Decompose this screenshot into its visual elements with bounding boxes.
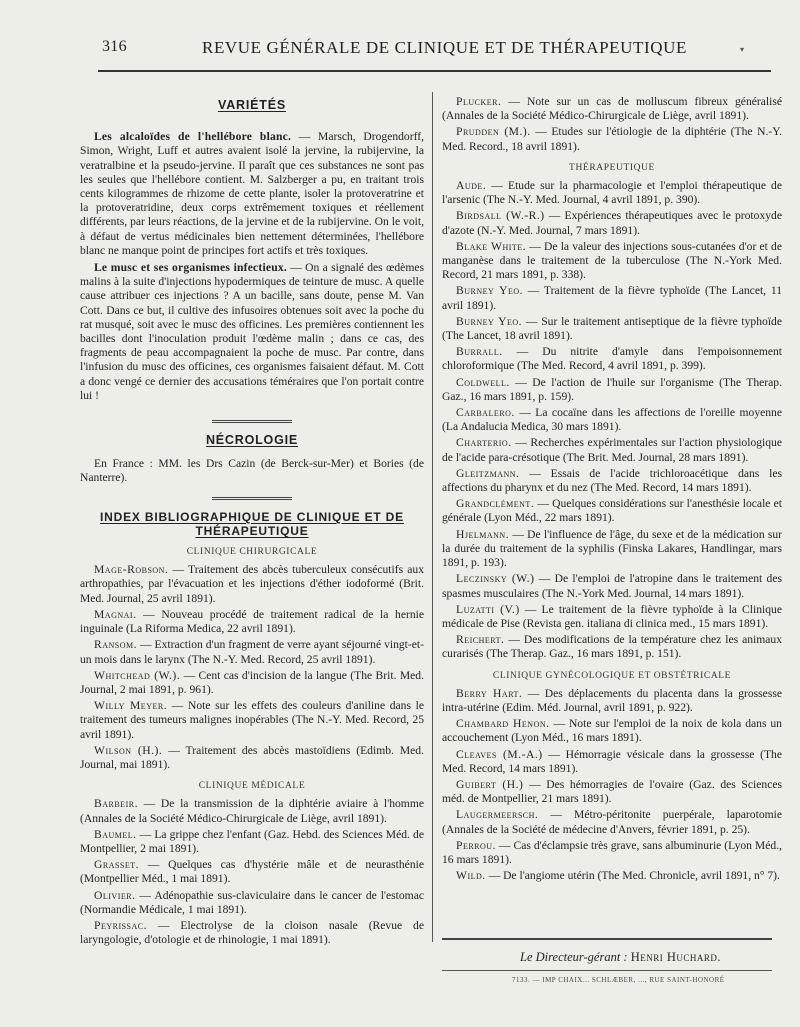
chirurgicale-list [80,563,424,772]
bib-entry: Reichert. — Des modifications de la température chez les animaux curarisés (The Therap. Gaz., 16 mars 1891, p. 151). [442,633,782,661]
bib-entry: Burrall. — Du nitrite d'amyle dans l'empoisonnement chloroformique (The Med. Record, 4 avril 1891, p. 399). [442,345,782,373]
running-header [92,38,772,60]
bib-entry: Chambard Henon. — Note sur l'emploi de la noix de kola dans un accouchement (Lyon Méd., 16 mars 1891). [442,717,782,745]
subsection-heading: THÉRAPEUTIQUE [569,162,655,173]
runin-heading: Les alcaloïdes de l'hellébore blanc. [94,130,292,144]
bib-entry: Barbeir. — De la transmission de la diphtérie aviaire à l'homme (Annales de la Société Médico-Chirurgicale de Liège, avril 1891). [80,797,424,825]
varietes-title: VARIÉTÉS [218,98,286,112]
bib-entry: Willy Meyer. — Note sur les effets des couleurs d'aniline dans le traitement des tumeurs malignes inopérables (The N.-Y. Med. Record, 25 avril 1891). [80,699,424,741]
bib-entry: Grasset. — Quelques cas d'hystérie mâle et de neurasthénie (Montpellier Méd., 1 mai 1891). [80,858,424,886]
necrologie-title: NÉCROLOGIE [205,433,299,448]
bib-entry: Charterio. — Recherches expérimentales sur l'action physiologique de l'acide para-crésotique (The Brit. Med. Journal, 28 mars 1891). [442,436,782,464]
column-separator [432,92,433,942]
footer-rule [442,938,772,940]
bib-entry: Baumel. — La grippe chez l'enfant (Gaz. Hebd. des Sciences Méd. de Montpellier, 2 mai 1891). [80,827,424,855]
director-line [520,950,721,965]
bib-entry: Hjelmann. — De l'influence de l'âge, du sexe et de la médication sur la durée du traitement de la syphilis (Finska Lakares, Handlingar, mars 1891, p. 193). [442,527,782,570]
page-number: 316 [102,38,127,55]
director-label: Le Directeur-gérant : [520,950,628,964]
director-name: Henri Huchard. [630,950,722,964]
bib-entry: Peyrissac. — Electrolyse de la cloison nasale (Revue de laryngologie, d'otologie et de rhinologie, 1 mai 1891). [80,918,424,947]
bib-entry: Birdsall (W.-R.) — Expériences thérapeutiques avec le protoxyde d'azote (N.-Y. Med. Journal, 7 mars 1891). [442,209,782,237]
bib-entry: Ransom. — Extraction d'un fragment de verre ayant séjourné vingt-et-un mois dans le larynx (The N.-Y. Med. Record, 25 avril 1891). [80,638,424,666]
printer-imprint: 7133. — IMP CHAIX... SCHLÆBER, ..., RUE SAINT-HONORÉ [512,976,725,984]
bib-entry: Mage-Robson. — Traitement des abcès tuberculeux consécutifs aux arthropathies, par l'évacuation et les injections d'éther iodoformé (Brit. Med. Journal, 25 avril 1891). [80,563,424,605]
bib-entry: Grandclément. — Quelques considérations sur l'anesthésie locale et générale (Lyon Méd., 22 mars 1891). [442,497,782,525]
bib-entry: Aude. — Etude sur la pharmacologie et l'emploi thérapeutique de l'arsenic (The N.-Y. Med. Journal, 4 avril 1891, p. 390). [442,179,782,207]
bib-entry: Guibert (H.) — Des hémorragies de l'ovaire (Gaz. des Sciences méd. de Montpellier, 21 mars 1891). [442,777,782,806]
bib-entry: Coldwell. — De l'action de l'huile sur l'organisme (The Therap. Gaz., 16 mars 1891, p. 159). [442,375,782,403]
bib-entry: Plucker. — Note sur un cas de molluscum fibreux généralisé (Annales de la Société Médico-Chirurgicale de Liège, avril 1891). [442,95,782,123]
corner-mark: ▾ [740,45,745,54]
bib-entry: Laugermeersch. — Métro-péritonite puerpérale, laparotomie (Annales de la Société de médecine d'Anvers, février 1891, p. 25). [442,808,782,836]
bib-entry: Leczinsky (W.) — De l'emploi de l'atropine dans le traitement des spasmes musculaires (The N.-York Med. Journal, 14 mars 1891). [442,572,782,600]
bib-entry: Magnai. — Nouveau procédé de traitement radical de la hernie inguinale (La Riforma Medica, 22 avril 1891). [80,607,424,636]
medicale-list [80,797,424,947]
bib-entry: Wilson (H.). — Traitement des abcès mastoïdiens (Edimb. Med. Journal, mai 1891). [80,743,424,771]
subsection-heading: CLINIQUE MÉDICALE [198,781,306,792]
gyneco-list [442,687,782,884]
header-rule [98,70,771,72]
bib-entry: Luzatti (V.) — Le traitement de la fièvre typhoïde à la Clinique médicale de Pise (Revista gen. italiana di clinica med., 15 mars 1891). [442,602,782,630]
varietes-paragraph-1: Les alcaloïdes de l'hellébore blanc. — Marsch, Drogendorff, Simon, Wright, Luff et autres avaient isolé la jervine, la rubijervine, la veratralbine et la pseudo-jervine. Il paraît que ces substances ne sont pas les seules que l'hellébore contient. M. Salzberger a pu, en traitant trois cents kilogrammes de rhizome de cette plante, isoler la protoveratrine et la protoveratridine, deux corps extrêmement toxiques et réellement différents, par leurs réactions, de la jervine et de la rubijervine. On le voit, à défaut de vertus médicinales bien nettement déterminées, l'hellébore blanc ne manque point de principes fort actifs et très toxiques. [80,130,425,257]
bib-entry: Berry Hart. — Des déplacements du placenta dans la grossesse intra-utérine (Edim. Méd. Journal, avril 1891, p. 922). [442,686,782,714]
necrologie-text: En France : MM. les Drs Cazin (de Berck-sur-Mer) et Bories (de Nanterre). [80,457,424,485]
bib-entry: Whitchead (W.). — Cent cas d'incision de la langue (The Brit. Med. Journal, 2 mai 1891, p. 961). [80,668,424,696]
bib-entry: Cleaves (M.-A.) — Hémorragie vésicale dans la grossesse (The Med. Record, 14 mars 1891). [442,747,783,775]
varietes-paragraph-2: Le musc et ses organismes infectieux. — On a signalé des œdèmes malins à la suite d'injections hypodermiques de teinture de musc. A quelle cause attribuer ces injections ? A un bacille, sans doute, pense M. Van Cott. Dans ce but, il cultive des infusoires obtenues soit avec la poche du rat musqué, soit avec le musc des officines. Les premières contiennent les bacilles dont l'inoculation produit l'œdème malin ; dans ce cas, des fragments de peau accompagnaient la poche de musc. Par contre, dans l'infusion du musc des officines, ces organismes faisaient défaut. M. Cott a donc vengé ce dernier des accusations téméraires que l'on portait contre lui ! [80,261,424,402]
section-ornament [212,420,292,423]
bib-entry: Burney Yeo. — Traitement de la fièvre typhoïde (The Lancet, 11 avril 1891). [442,284,782,312]
bib-entry: Blake White. — De la valeur des injections sous-cutanées d'or et de manganèse dans le traitement de la tuberculose (The N.-York Med. Record, 21 mars 1891, p. 338). [442,239,782,282]
subsection-heading: CLINIQUE GYNÉCOLOGIQUE ET OBSTÉTRICALE [492,670,732,681]
right-column [442,95,782,885]
bib-entry: Wild. — De l'angiome utérin (The Med. Chronicle, avril 1891, n° 7). [456,869,780,883]
bib-entry: Carbalero. — La cocaïne dans les affections de l'oreille moyenne (La Andalucia Medica, 30 mars 1891). [442,406,782,434]
bib-entry: Olivier. — Adénopathie sus-claviculaire dans le cancer de l'estomac (Normandie Médicale, 1 mai 1891). [80,888,424,916]
bib-entry: Prudden (M.). — Etudes sur l'étiologie de la diphtérie (The N.-Y. Med. Record., 18 avril 1891). [442,125,782,153]
footer-rule-bottom [442,970,772,971]
runin-heading: Le musc et ses organismes infectieux. [94,261,287,275]
section-ornament [212,497,292,500]
running-title: REVUE GÉNÉRALE DE CLINIQUE ET DE THÉRAPEUTIQUE [202,38,687,57]
bib-entry: Perrou. — Cas d'éclampsie très grave, sans albuminurie (Lyon Méd., 16 mars 1891). [442,838,782,866]
subsection-heading: CLINIQUE CHIRURGICALE [186,547,318,558]
bib-entry: Burney Yeo. — Sur le traitement antiseptique de la fièvre typhoïde (The Lancet, 18 avril 1891). [442,314,782,343]
left-column [80,90,424,949]
index-title: INDEX BIBLIOGRAPHIQUE DE CLINIQUE ET DE THÉRAPEUTIQUE [100,509,404,538]
therapeutique-list [442,179,782,662]
bib-entry: Gleitzmann. — Essais de l'acide trichloroacétique dans les affections du pharynx et du nez (The Med. Record, 14 mars 1891). [442,466,782,495]
